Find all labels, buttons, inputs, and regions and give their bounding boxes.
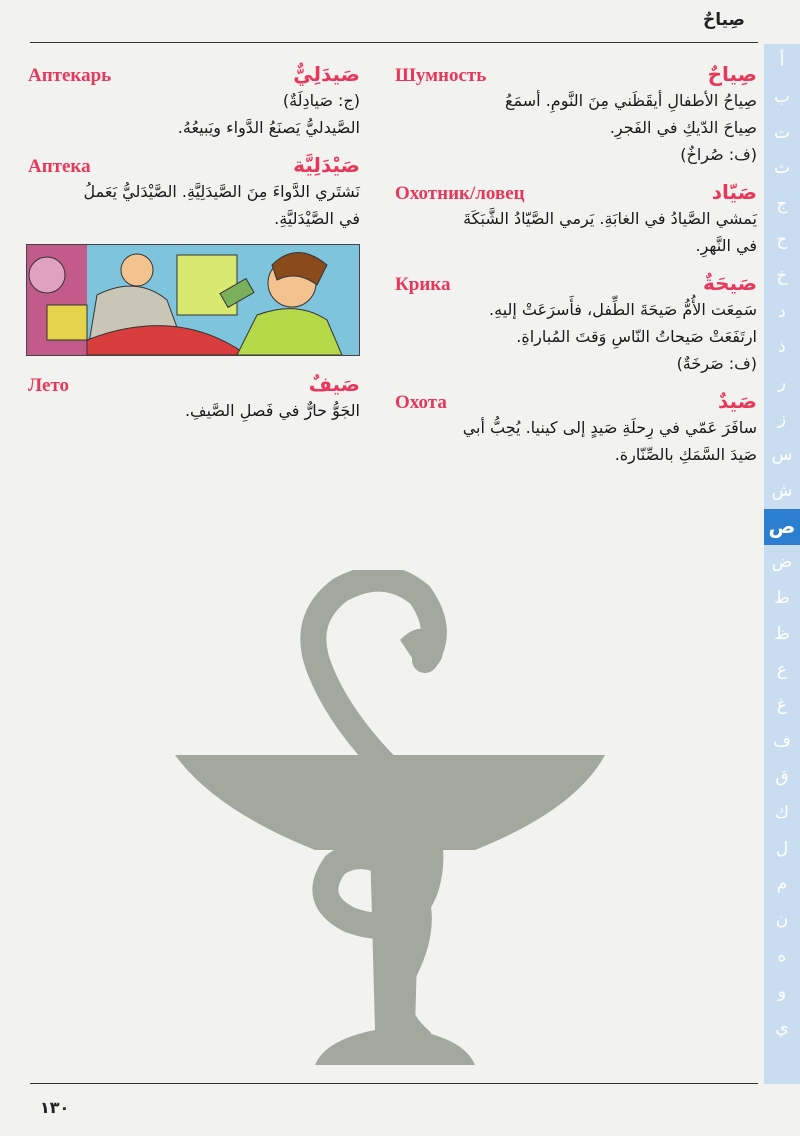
entry-translation: Охота xyxy=(395,392,447,413)
example-line: سَمِعَت الأُمُّ صَيحَةَ الطِّفل، فأَسرَعَتْ إليهِ. xyxy=(489,300,757,319)
example-line: سافَرَ عَمّي في رِحلَةِ صَيدٍ إلى كينيا. يُحِبُّ أبي xyxy=(462,418,757,437)
example-line: نَشتَري الدَّواءَ مِنَ الصَّيدَلِيَّةِ. الصَّيْدَليُّ يَعَملُ xyxy=(83,182,360,201)
entry-translation: Лето xyxy=(28,375,70,396)
entry-sayf xyxy=(28,372,360,424)
entry-headword: صَيفٌ xyxy=(308,372,360,396)
entry-translation: Аптека xyxy=(28,156,91,177)
index-letter[interactable]: ط xyxy=(774,587,790,608)
index-letter[interactable]: ح xyxy=(776,229,788,250)
entry-siyah xyxy=(395,62,757,168)
index-letter[interactable]: غ xyxy=(776,695,788,716)
index-letter[interactable]: ص xyxy=(764,509,800,545)
right-column xyxy=(395,62,757,480)
index-letter[interactable]: س xyxy=(771,444,793,465)
example-line: في النَّهرِ. xyxy=(695,236,757,255)
index-letter[interactable]: م xyxy=(776,874,788,895)
index-letter[interactable]: ل xyxy=(775,838,789,859)
pharmacy-illustration xyxy=(26,244,360,356)
footer-rule xyxy=(30,1083,758,1084)
index-letter[interactable]: ش xyxy=(771,480,793,501)
index-letter[interactable]: أ xyxy=(779,51,785,71)
index-letter[interactable]: ج xyxy=(776,194,788,215)
index-letter[interactable]: ز xyxy=(777,408,787,429)
synonym-note: (ف: صَرخَةٌ) xyxy=(676,354,757,373)
index-letter[interactable]: ق xyxy=(775,766,789,787)
entry-headword: صَيدٌ xyxy=(717,389,757,413)
example-line: صَيدَ السَّمَكِ بالصِّنّارة. xyxy=(614,445,757,464)
index-letter[interactable]: ب xyxy=(773,86,790,107)
example-line: يَمشي الصَّيادُ في الغابَةِ. يَرمي الصَّيّادُ الشَّبَكَةَ xyxy=(463,209,757,228)
index-letter[interactable]: ع xyxy=(776,659,788,680)
entry-headword: صَيحَةٌ xyxy=(702,271,757,295)
entry-translation: Аптекарь xyxy=(28,65,112,86)
index-letter[interactable]: ث xyxy=(773,158,790,179)
index-letter[interactable]: د xyxy=(778,301,786,322)
index-letter[interactable]: ف xyxy=(773,731,791,752)
index-letter[interactable]: ض xyxy=(771,552,793,573)
synonym-note: (ف: صُراخٌ) xyxy=(680,145,757,164)
entry-translation: Охотник/ловец xyxy=(395,183,525,204)
header-rule xyxy=(30,42,758,43)
index-letter[interactable]: ذ xyxy=(778,337,786,358)
index-letter[interactable]: ه xyxy=(777,945,787,966)
index-letter[interactable]: ن xyxy=(775,910,789,931)
entry-saydaliyya xyxy=(28,153,360,232)
pharmacy-bowl-snake-icon xyxy=(175,570,615,1070)
plural-note: (ج: صَيادِلَةٌ) xyxy=(282,91,360,110)
index-letter[interactable]: ظ xyxy=(774,623,790,644)
entry-sayd xyxy=(395,389,757,468)
entry-saydali xyxy=(28,62,360,141)
page-number: ١٣٠ xyxy=(40,1098,70,1117)
entry-sayha xyxy=(395,271,757,377)
index-letter[interactable]: ك xyxy=(774,802,789,823)
entry-headword: صِياحٌ xyxy=(707,62,757,86)
page-header-word: صِياحٌ xyxy=(702,10,745,30)
example-line: الجَوُّ حارٌّ في فَصلِ الصَّيفِ. xyxy=(184,401,360,420)
example-line: في الصَّيْدَليَّةِ. xyxy=(274,209,360,228)
index-letter[interactable]: ي xyxy=(775,1017,789,1038)
example-line: الصَّيدليُّ يَصنَعُ الدَّواء ويَبيعُهُ. xyxy=(177,118,360,137)
alphabet-index-sidebar xyxy=(764,44,800,1084)
example-line: ارتَفَعَتْ صَيحاتُ النّاسِ وَقتَ المُباراةِ. xyxy=(516,327,757,346)
entry-translation: Крика xyxy=(395,274,451,295)
index-letter[interactable]: ت xyxy=(773,122,790,143)
entry-headword: صَيدَلِيٌّ xyxy=(293,62,360,86)
entry-headword: صَيْدَلِيَّة xyxy=(293,153,360,177)
index-letter[interactable]: خ xyxy=(776,265,788,286)
example-line: صِياحَ الدّيكِ في الفَجرِ. xyxy=(609,118,757,137)
entry-translation: Шумность xyxy=(395,65,487,86)
index-letter[interactable]: و xyxy=(777,981,787,1002)
left-column xyxy=(28,62,360,436)
entry-sayyad xyxy=(395,180,757,259)
index-letter[interactable]: ر xyxy=(777,373,787,394)
entry-headword: صَيّاد xyxy=(711,180,757,204)
example-line: صِياحُ الأطفالِ أيقَظَني مِنَ النَّومِ. أسمَعُ xyxy=(505,91,757,110)
